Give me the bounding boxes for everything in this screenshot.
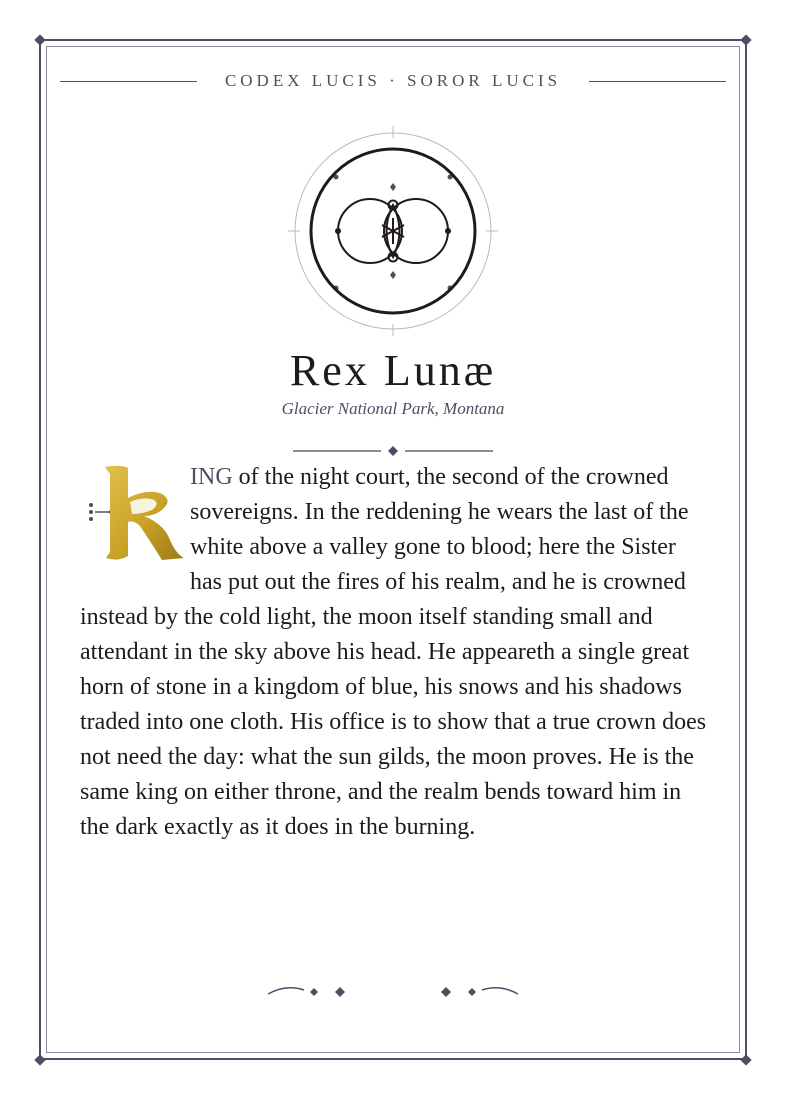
dropcap [80,462,190,566]
header-rule-left [60,81,197,82]
lead-word: ING [190,464,233,490]
page-title: Rex Lunæ [289,346,497,395]
vesica-star-emblem-icon [288,126,498,336]
body-text: of the night court, the second of the crowned sovereigns. In the reddening he wears the last of the white above a valley gone to blood; here the Sister has put out the fires of his realm, and he is crowned instead by the cold light, the moon itself standing small and attendant in the sky above his head. He appeareth a single great horn of stone in a kingdom of blue, his snows and his shadows traded into one cloth. His office is to show that a true crown does not need the day: what the sun gilds, the moon proves. He is the same king on either throne, and the realm bends toward him in the dark exactly as it does in the burning. [80,464,707,840]
header-rule-right [589,81,726,82]
footer-ornament [260,978,526,1006]
location-subtitle: Glacier National Park, Montana [281,399,505,418]
header [60,68,726,94]
body-paragraph [80,460,710,845]
header-title: CODEX LUCIS · SOROR LUCIS [224,71,562,90]
gold-letter-k-icon [80,462,190,566]
title-divider-ornament [293,443,493,459]
